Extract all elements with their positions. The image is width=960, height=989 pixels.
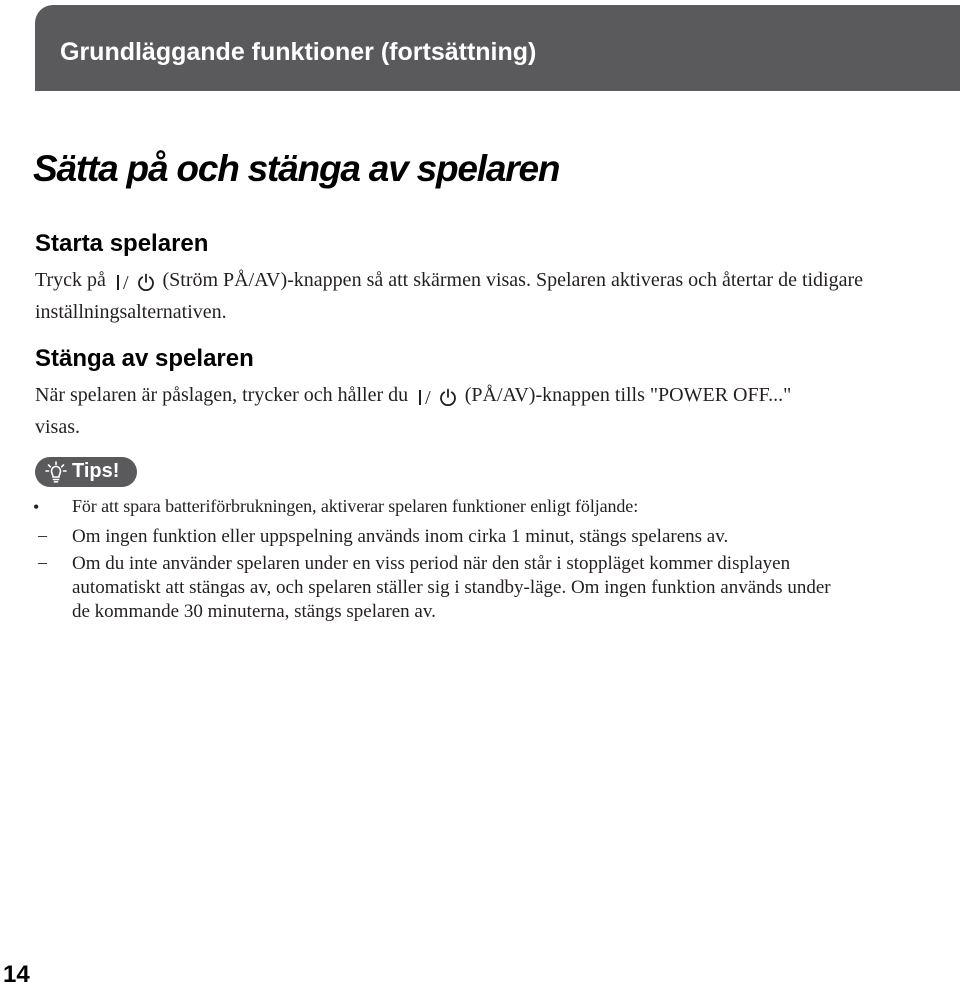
dash-glyph: – (38, 552, 47, 572)
text-before-power-icon: När spelaren är påslagen, trycker och håller du (35, 384, 409, 406)
power-icon (114, 269, 155, 298)
tips-badge (35, 457, 137, 487)
heading-starta-spelaren: Starta spelaren (35, 230, 209, 257)
bullet-glyph: • (33, 497, 40, 517)
paragraph-starta-spelaren (35, 266, 925, 327)
text-after-power-icon: (PÅ/AV)-knappen tills "POWER OFF..." visas. (35, 384, 792, 438)
power-symbol-icon (137, 273, 155, 291)
tips-label: Tips! (72, 460, 120, 482)
heading-stanga-av-spelaren: Stänga av spelaren (35, 345, 254, 372)
power-bar-icon (117, 275, 119, 290)
page-number: 14 (3, 961, 30, 988)
tips-bullet-text: För att spara batteriförbrukningen, aktiverar spelaren funktioner enligt följande: (72, 496, 639, 516)
text-before-power-icon: Tryck på (35, 269, 106, 291)
power-symbol-icon (439, 388, 457, 406)
section-header-title: Grundläggande funktioner (fortsättning) (60, 38, 537, 66)
power-separator: / (122, 272, 129, 294)
tips-sub-item: Om ingen funktion eller uppspelning används inom cirka 1 minut, stängs spelarens av. (72, 526, 729, 547)
paragraph-stanga-av-spelaren (35, 381, 795, 442)
power-icon (416, 384, 457, 413)
text-after-power-icon: (Ström PÅ/AV)-knappen så att skärmen visas. Spelaren aktiveras och återtar de tidigare inställningsalternativen. (35, 269, 864, 323)
lightbulb-icon (45, 461, 67, 483)
dash-glyph: – (38, 525, 47, 545)
power-separator: / (425, 387, 431, 409)
page-title: Sätta på och stänga av spelaren (33, 148, 560, 189)
tips-sub-item: Om du inte använder spelaren under en viss period när den står i stoppläget kommer displayen automatiskt att stängas av, och spelaren ställer sig i standby-läge. Om ingen funktion används under de kommande 30 minuterna, stängs spelaren av. (72, 553, 831, 622)
power-bar-icon (419, 390, 421, 405)
